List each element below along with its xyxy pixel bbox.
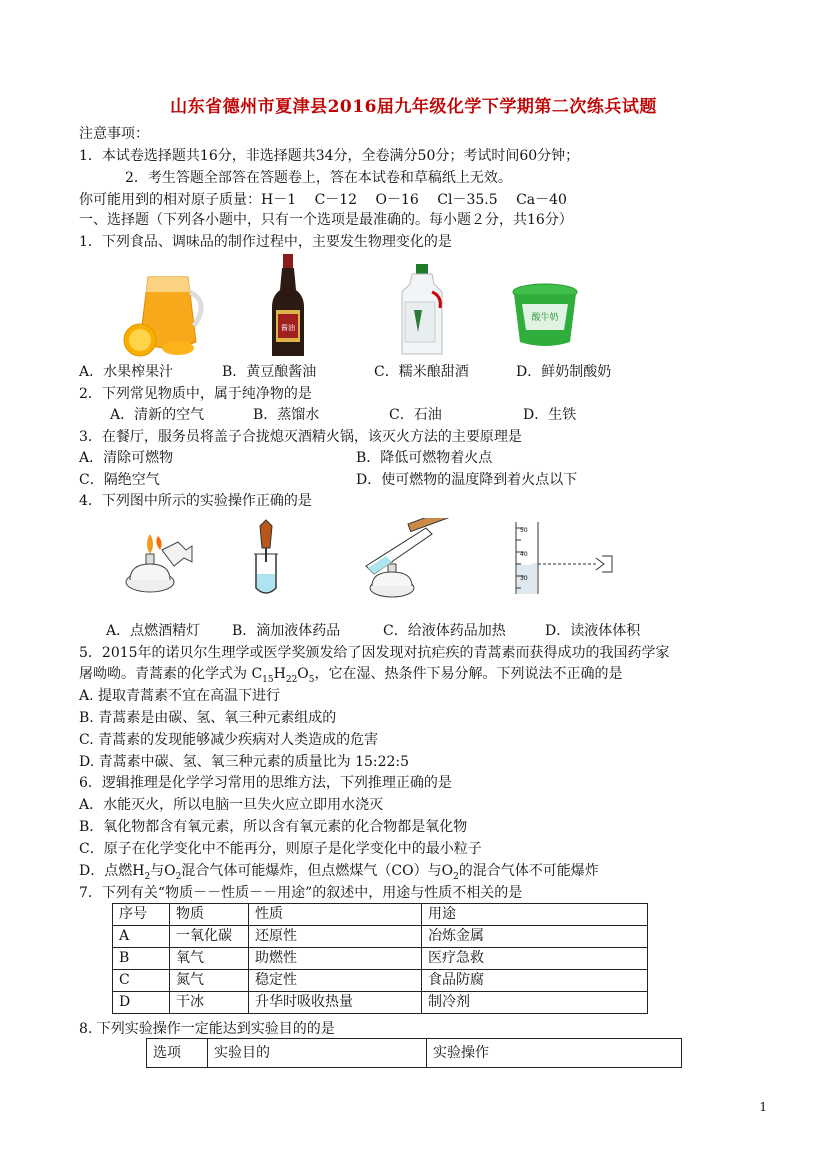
notes-heading: 注意事项：: [79, 126, 149, 142]
page-title: 山东省德州市夏津县2016届九年级化学下学期第二次练兵试题: [170, 97, 657, 117]
question-6-stem: 6．逻辑推理是化学学习常用的思维方法，下列推理正确的是: [79, 775, 452, 791]
juice-pitcher-image: [118, 262, 213, 357]
q2-option-b: B．蒸馏水: [253, 407, 320, 423]
table-cell: 助燃性: [249, 948, 422, 970]
header-cell: 选项: [147, 1039, 208, 1068]
q2-option-d: D．生铁: [523, 407, 577, 423]
heating-liquid-image: [352, 518, 454, 600]
note-2: 2．考生答题全部答在答题卷上，答在本试卷和草稿纸上无效。: [125, 170, 512, 186]
dropper-test-tube-image: [246, 518, 286, 598]
graduated-cylinder-image: [508, 518, 618, 598]
table-row: [113, 970, 648, 992]
q1-option-a: A．水果榨果汁: [79, 364, 174, 380]
q2-option-c: C．石油: [389, 407, 442, 423]
question-5-line-2: 屠呦呦。青蒿素的化学式为 $C_{15}H_{22}O_5$，它在湿、热条件下易分解。下列说法不正确的是: [79, 666, 623, 685]
note-1: 1．本试卷选择题共16分，非选择题共34分，全卷满分50分；考试时间60分钟；: [79, 148, 580, 164]
q5-option-c: C. 青蒿素的发现能够减少疾病对人类造成的危害: [79, 732, 379, 748]
question-2-stem: 2．下列常见物质中，属于纯净物的是: [79, 386, 312, 402]
header-cell: 实验目的: [208, 1039, 427, 1068]
q4-option-a: A．点燃酒精灯: [106, 623, 201, 639]
yogurt-label: 酸牛奶: [531, 313, 559, 323]
q4-option-c: C．给液体药品加热: [383, 623, 506, 639]
question-5-line-1: 5．2015年的诺贝尔生理学或医学奖颁发给了因发现对抗疟疾的青蒿素而获得成功的我国药学家: [79, 645, 670, 661]
q4-option-b: B．滴加液体药品: [232, 623, 341, 639]
header-cell: 实验操作: [427, 1039, 682, 1068]
scale-50: 50: [520, 527, 528, 534]
atomic-masses: 你可能用到的相对原子质量：H－1 C－12 O－16 Cl－35.5 Ca－40: [79, 192, 567, 208]
q7-table: [112, 903, 648, 1014]
soy-label: 酱油: [281, 324, 295, 332]
question-1-stem: 1．下列食品、调味品的制作过程中，主要发生物理变化的是: [79, 234, 452, 250]
table-header-row: [147, 1039, 682, 1068]
header-cell: 序号: [113, 904, 170, 926]
table-cell: 干冰: [170, 992, 249, 1014]
question-8-stem: 8. 下列实验操作一定能达到实验目的的是: [79, 1021, 335, 1037]
header-cell: 用途: [422, 904, 648, 926]
q5-option-d: D. 青蒿素中碳、氢、氧三种元素的质量比为 15:22:5: [79, 754, 410, 770]
q6-option-a: A．水能灭火，所以电脑一旦失火应立即用水浇灭: [79, 797, 384, 813]
q5-option-a: A. 提取青蒿素不宜在高温下进行: [79, 688, 281, 704]
rice-wine-bottle-image: [398, 262, 446, 358]
q3-option-b: B．降低可燃物着火点: [356, 450, 493, 466]
table-cell: C: [113, 970, 170, 992]
q1-option-d: D．鲜奶制酸奶: [516, 364, 612, 380]
header-cell: 性质: [249, 904, 422, 926]
table-cell: 氧气: [170, 948, 249, 970]
header-cell: 物质: [170, 904, 249, 926]
q1-option-b: B．黄豆酿酱油: [222, 364, 317, 380]
q8-table: [146, 1038, 682, 1068]
table-cell: 食品防腐: [422, 970, 648, 992]
scale-40: 40: [520, 551, 528, 558]
table-cell: 升华时吸收热量: [249, 992, 422, 1014]
q6-option-c: C．原子在化学变化中不能再分，则原子是化学变化中的最小粒子: [79, 841, 482, 857]
table-cell: 稳定性: [249, 970, 422, 992]
q6-option-b: B．氧化物都含有氧元素，所以含有氧元素的化合物都是氧化物: [79, 819, 468, 835]
q1-option-c: C．糯米酿甜酒: [374, 364, 469, 380]
yogurt-cup-image: [510, 282, 580, 350]
table-cell: 制冷剂: [422, 992, 648, 1014]
question-7-stem: 7．下列有关“物质－－性质－－用途”的叙述中，用途与性质不相关的是: [79, 885, 523, 901]
q6-option-d: D．点燃$H_2$与$O_2$混合气体可能爆炸，但点燃煤气（CO）与$O_2$的混合气体不可能爆炸: [79, 863, 599, 882]
q3-option-c: C．隔绝空气: [79, 472, 160, 488]
question-4-stem: 4．下列图中所示的实验操作正确的是: [79, 493, 312, 509]
q3-option-a: A．清除可燃物: [79, 450, 174, 466]
page-number: 1: [759, 1100, 767, 1114]
table-cell: 一氧化碳: [170, 926, 249, 948]
alcohol-lamp-lighting-image: [120, 528, 200, 596]
question-3-stem: 3．在餐厅，服务员将盖子合拢熄灭酒精火锅，该灭火方法的主要原理是: [79, 429, 522, 445]
q2-option-a: A．清新的空气: [110, 407, 205, 423]
table-cell: A: [113, 926, 170, 948]
soy-sauce-bottle-image: [268, 252, 308, 360]
table-cell: D: [113, 992, 170, 1014]
q5-option-b: B. 青蒿素是由碳、氢、氧三种元素组成的: [79, 710, 337, 726]
table-row: [113, 926, 648, 948]
scale-30: 30: [520, 575, 528, 582]
table-cell: B: [113, 948, 170, 970]
table-row: [113, 948, 648, 970]
table-cell: 还原性: [249, 926, 422, 948]
table-header-row: [113, 904, 648, 926]
table-cell: 冶炼金属: [422, 926, 648, 948]
section-heading: 一、选择题（下列各小题中，只有一个选项是最准确的。每小题２分，共16分）: [79, 212, 573, 228]
table-cell: 氮气: [170, 970, 249, 992]
table-cell: 医疗急救: [422, 948, 648, 970]
table-row: [113, 992, 648, 1014]
q4-option-d: D．读液体体积: [545, 623, 641, 639]
q3-option-d: D．使可燃物的温度降到着火点以下: [356, 472, 578, 488]
